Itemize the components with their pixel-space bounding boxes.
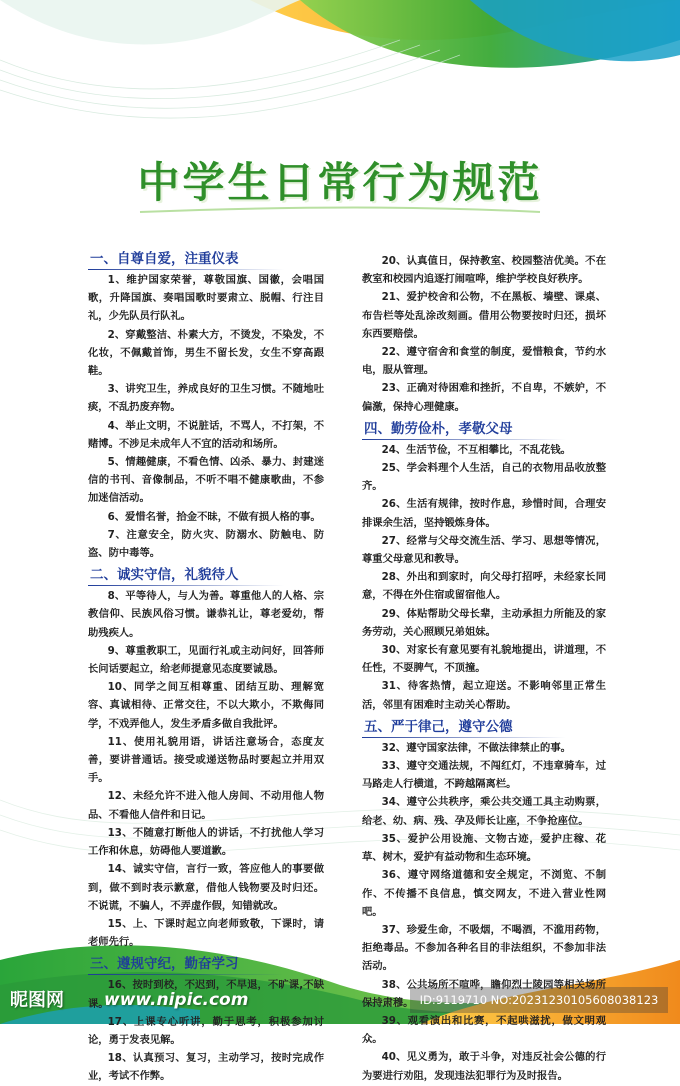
rule-item: 28、外出和到家时，向父母打招呼，未经家长同意，不得在外住宿或留宿他人。 (362, 571, 606, 602)
section-heading: 三、遵规守纪，勤奋学习 (88, 953, 324, 975)
rule-item: 6、爱惜名誉，拾金不昧，不做有损人格的事。 (107, 510, 321, 523)
rule-item: 31、待客热情，起立迎送。不影响邻里正常生活，邻里有困难时主动关心帮助。 (362, 680, 606, 711)
rule-item: 27、经常与父母交流生活、学习、思想等情况，尊重父母意见和教导。 (362, 534, 606, 566)
watermark-id: ID:9119710 NO:20231230105608038123 (410, 987, 668, 1013)
page-title: 中学生日常行为规范 (137, 158, 543, 207)
rule-item: 1、维护国家荣誉，尊敬国旗、国徽，会唱国歌，升降国旗、奏唱国歌时要肃立、脱帽、行注目礼，少先队员行队礼。 (88, 274, 324, 323)
rule-item: 13、不随意打断他人的讲话，不打扰他人学习工作和休息，妨碍他人要道歉。 (88, 826, 324, 858)
left-column (88, 246, 324, 1086)
rule-item: 15、上、下课时起立向老师致敬，下课时，请老师先行。 (88, 917, 324, 949)
rule-item: 14、诚实守信，言行一致，答应他人的事要做到，做不到时表示歉意，借他人钱物要及时归还。不说谎，不骗人，不弄虚作假，知错就改。 (88, 863, 324, 912)
rule-item: 33、遵守交通法规，不闯红灯，不违章骑车，过马路走人行横道，不跨越隔离栏。 (362, 760, 606, 791)
right-column (362, 252, 606, 1085)
watermark-site-name: 昵图网 (10, 990, 64, 1011)
rule-item: 4、举止文明，不说脏话，不骂人，不打架，不赌博。不涉足未成年人不宜的活动和场所。 (88, 419, 324, 450)
rule-item: 36、遵守网络道德和安全规定，不浏览、不制作、不传播不良信息，慎交网友，不进入营业性网吧。 (362, 869, 606, 918)
rule-item: 25、学会料理个人生活，自己的衣物用品收放整齐。 (362, 462, 606, 493)
rule-item: 32、遵守国家法律，不做法律禁止的事。 (381, 741, 571, 754)
section-heading: 一、自尊自爱，注重仪表 (88, 248, 324, 270)
rule-item: 11、使用礼貌用语，讲话注意场合，态度友善，要讲普通话。接受或递送物品时要起立并用双手。 (88, 735, 324, 785)
rule-item: 37、珍爱生命，不吸烟，不喝酒，不滥用药物，拒绝毒品。不参加各种名目的非法组织，不参加非法活动。 (362, 923, 606, 973)
rule-item: 30、对家长有意见要有礼貌地提出，讲道理，不任性，不耍脾气，不顶撞。 (362, 644, 606, 675)
rule-item: 16、按时到校，不迟到，不早退，不旷课,不缺课。 (88, 979, 324, 1010)
rule-item: 21、爱护校舍和公物，不在黑板、墙壁、课桌、布告栏等处乱涂改刻画。借用公物要按时归还，损坏东西要赔偿。 (362, 291, 606, 340)
rule-item: 3、讲究卫生，养成良好的卫生习惯。不随地吐痰，不乱扔废弃物。 (88, 383, 324, 414)
section-heading: 二、诚实守信，礼貌待人 (88, 564, 324, 586)
watermark-url: www.nipic.com (104, 990, 249, 1010)
rule-item: 2、穿戴整洁、朴素大方，不烫发，不染发，不化妆，不佩戴首饰，男生不留长发，女生不穿高跟鞋。 (88, 328, 324, 378)
rule-item: 5、情趣健康，不看色情、凶杀、暴力、封建迷信的书刊、音像制品，不听不唱不健康歌曲，不参加迷信活动。 (88, 456, 324, 505)
rule-item: 12、未经允许不进入他人房间、不动用他人物品、不看他人信件和日记。 (88, 790, 324, 821)
section-heading: 五、严于律己，遵守公德 (362, 716, 606, 738)
rule-item: 26、生活有规律，按时作息，珍惜时间，合理安排课余生活，坚持锻炼身体。 (362, 498, 606, 529)
rule-item: 24、生活节俭，不互相攀比，不乱花钱。 (381, 443, 571, 456)
rule-item: 29、体贴帮助父母长辈，主动承担力所能及的家务劳动，关心照顾兄弟姐妹。 (362, 607, 606, 638)
rule-item: 10、同学之间互相尊重、团结互助、理解宽容、真诚相待、正常交往，不以大欺小，不欺侮同学，不戏弄他人，发生矛盾多做自我批评。 (88, 681, 324, 730)
rule-item: 35、爱护公用设施、文物古迹，爱护庄稼、花草、树木，爱护有益动物和生态环境。 (362, 832, 606, 864)
rule-item: 38、公共场所不喧哗，瞻仰烈士陵园等相关场所保持肃穆。 (362, 978, 606, 1009)
rule-item: 17、上课专心听讲，勤于思考，积极参加讨论，勇于发表见解。 (88, 1015, 324, 1046)
rule-item: 8、平等待人，与人为善。尊重他人的人格、宗教信仰、民族风俗习惯。谦恭礼让，尊老爱幼，帮助残疾人。 (88, 590, 324, 639)
rule-item: 23、正确对待困难和挫折，不自卑，不嫉妒，不偏激，保持心理健康。 (362, 382, 606, 413)
rule-item: 20、认真值日，保持教室、校园整洁优美。不在教室和校园内追逐打闹喧哗，维护学校良好秩序。 (362, 255, 606, 286)
section-heading: 四、勤劳俭朴，孝敬父母 (362, 418, 606, 440)
rule-item: 40、见义勇为，敢于斗争，对违反社会公德的行为要进行劝阻，发现违法犯罪行为及时报告。 (362, 1051, 606, 1082)
rule-item: 9、尊重教职工，见面行礼或主动问好，回答师长问话要起立，给老师提意见态度要诚恳。 (88, 644, 324, 676)
rule-item: 34、遵守公共秩序，乘公共交通工具主动购票，给老、幼、病、残、孕及师长让座，不争抢座位。 (362, 796, 606, 827)
rule-item: 18、认真预习、复习，主动学习，按时完成作业，考试不作弊。 (88, 1052, 324, 1083)
rule-item: 39、观看演出和比赛，不起哄滋扰，做文明观众。 (362, 1014, 606, 1046)
rule-item: 22、遵守宿舍和食堂的制度，爱惜粮食，节约水电，服从管理。 (362, 346, 606, 377)
rule-item: 7、注意安全，防火灾、防溺水、防触电、防盗、防中毒等。 (88, 528, 324, 560)
